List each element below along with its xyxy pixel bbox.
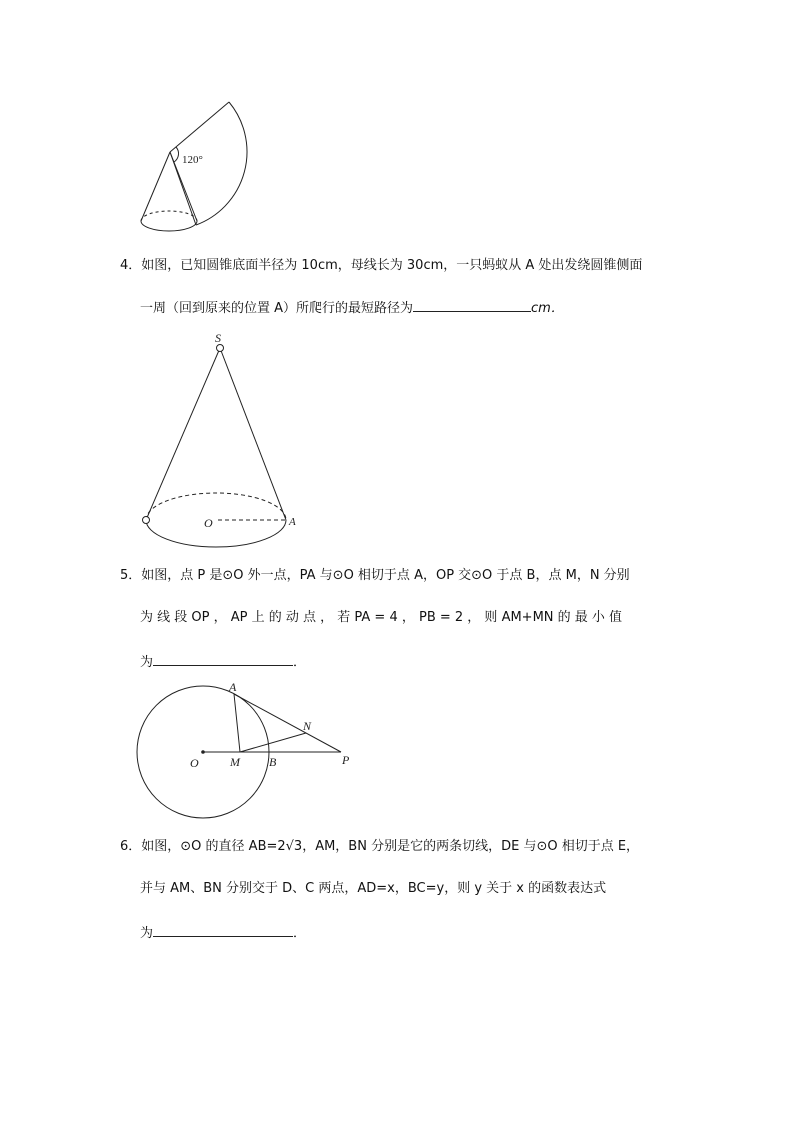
label-p: P: [342, 753, 350, 767]
q5-line2: [140, 609, 622, 627]
q4-line1: [120, 257, 642, 275]
q5-line1: [120, 567, 630, 585]
q5-text3: 为: [140, 655, 154, 670]
q4-cone-figure: [138, 330, 308, 555]
q6-answer-blank[interactable]: [153, 922, 293, 937]
label-b: B: [269, 755, 277, 769]
label-a: A: [229, 680, 237, 694]
q4-text1: 如图，已知圆锥底面半径为 10cm，母线长为 30cm，一只蚂蚁从 A 处出发绕圆锥侧面: [141, 258, 643, 273]
q6-line3: [140, 922, 306, 943]
q6-number: 6．: [120, 839, 142, 854]
q4-text2: 一周（回到原来的位置 A）所爬行的最短路径为: [140, 301, 414, 316]
cone-sector-figure: [130, 95, 260, 245]
q5-text2: 为 线 段 OP ， AP 上 的 动 点 ， 若 PA = 4 ， PB = 2 ， 则 AM+MN 的 最 小 值: [140, 610, 623, 625]
q5-answer-blank[interactable]: [153, 651, 293, 666]
q5-number: 5．: [120, 568, 142, 583]
label-m: M: [230, 755, 240, 769]
q6-text3: 为: [140, 926, 154, 941]
label-o: O: [190, 756, 199, 770]
q6-text1: 如图，⊙O 的直径 AB=2√3，AM，BN 分别是它的两条切线，DE 与⊙O 相切于点 E，: [141, 839, 640, 854]
q5-text1: 如图，点 P 是⊙O 外一点，PA 与⊙O 相切于点 A，OP 交⊙O 于点 B，点 M，N 分别: [141, 568, 630, 583]
q5-circle-figure: [130, 675, 360, 825]
q5-line3: [140, 651, 306, 672]
q5-end: ．: [293, 655, 307, 670]
apex-label-s: S: [215, 331, 221, 345]
q6-line2: [140, 880, 606, 898]
point-label-a: A: [289, 516, 296, 528]
q4-answer-blank[interactable]: [413, 297, 531, 312]
q6-line1: [120, 838, 639, 856]
angle-label: 120°: [182, 154, 203, 166]
q6-end: ．: [293, 926, 307, 941]
center-label-o: O: [204, 516, 213, 530]
q4-line2: [140, 297, 564, 318]
q6-text2: 并与 AM、BN 分别交于 D、C 两点，AD=x，BC=y，则 y 关于 x 的函数表达式: [140, 881, 607, 896]
label-n: N: [303, 719, 312, 733]
q4-number: 4．: [120, 258, 142, 273]
q4-unit: cm．: [531, 301, 564, 316]
